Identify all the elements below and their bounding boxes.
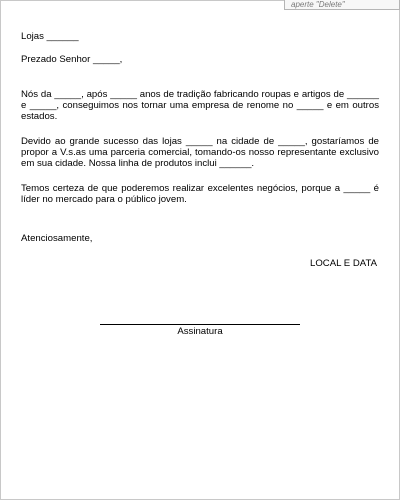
- letter-salutation: Prezado Senhor _____,: [21, 54, 123, 65]
- signature-line: [100, 324, 300, 325]
- paragraph-1: Nós da _____, após _____ anos de tradição fabricando roupas e artigos de ______ e _____, conseguimos nos tornar uma empresa de renome no _____ e em outros estados.: [21, 89, 379, 122]
- letter-closing: Atenciosamente,: [21, 233, 93, 244]
- letter-header: Lojas ______: [21, 31, 79, 42]
- letter-body: [21, 31, 379, 244]
- local-and-date: LOCAL E DATA: [310, 258, 377, 269]
- delete-hint: aperte "Delete": [284, 0, 400, 10]
- signature-label: Assinatura: [177, 326, 223, 337]
- paragraph-2: Devido ao grande sucesso das lojas _____ na cidade de _____, gostaríamos de propor a V.s.as uma parceria comercial, tomando-os nosso representante exclusivo em sua cidade. Nossa linha de produtos inclui ______.: [21, 136, 379, 169]
- paragraph-3: Temos certeza de que poderemos realizar excelentes negócios, porque a _____ é líder no mercado para o público jovem.: [21, 183, 379, 205]
